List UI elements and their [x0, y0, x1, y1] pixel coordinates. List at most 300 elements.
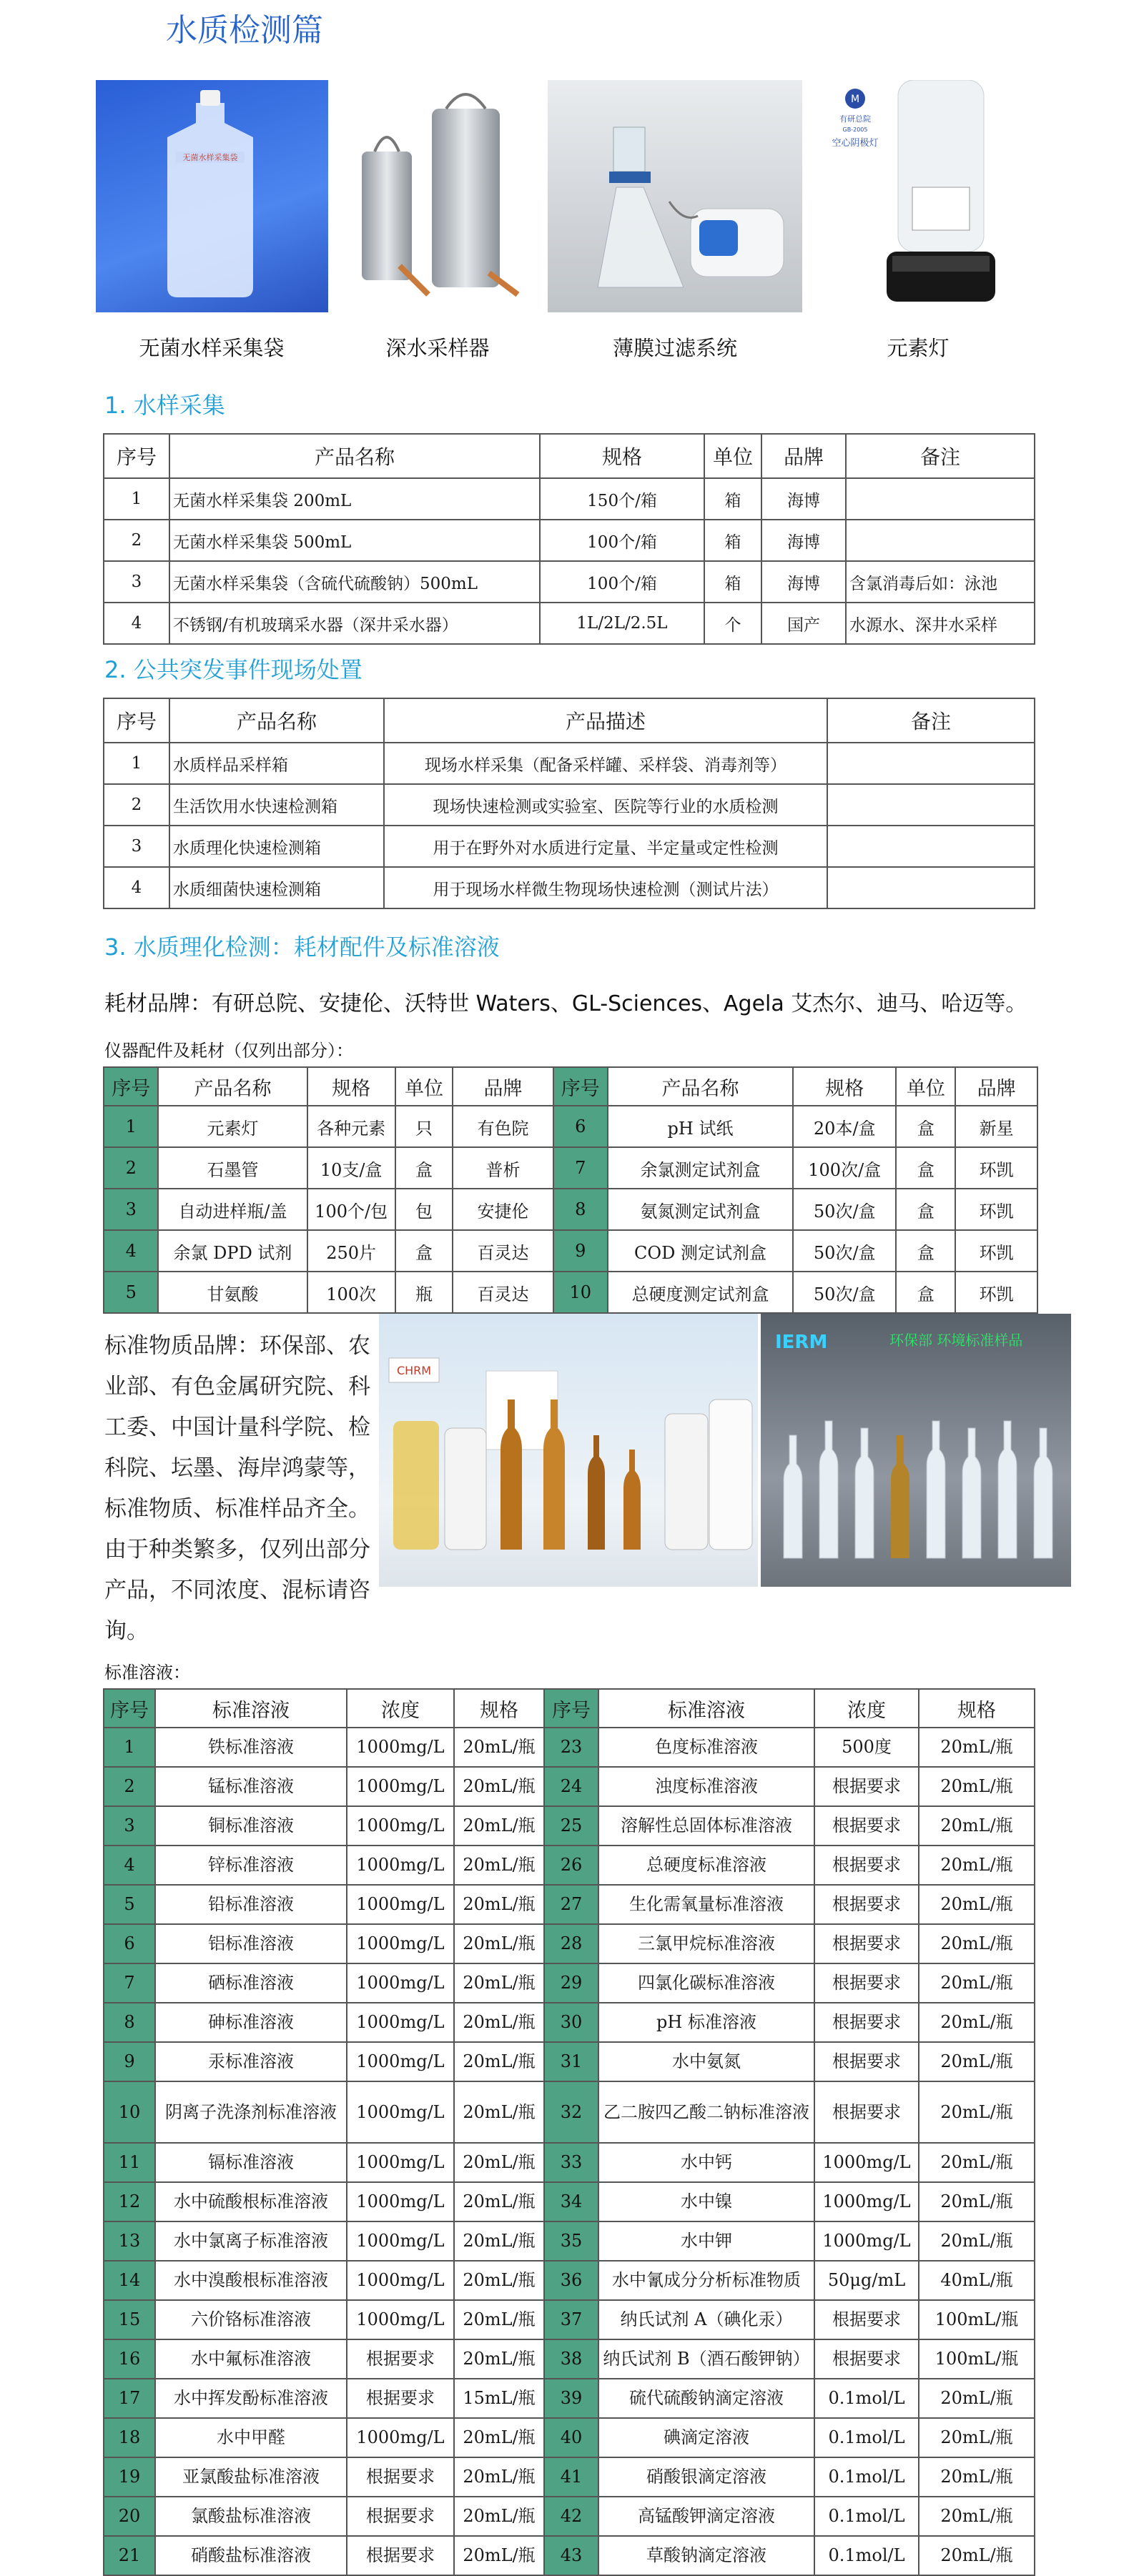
table-row [104, 603, 1035, 644]
col-header: 序号 [104, 434, 169, 478]
section-title: 3. 水质理化检测：耗材配件及标准溶液 [104, 933, 500, 961]
col-header: 规格 [454, 1689, 544, 1728]
cell: 26 [544, 1846, 598, 1885]
table-row [104, 2536, 1035, 2575]
cell: pH 标准溶液 [598, 2003, 814, 2042]
cell: 1000mg/L [347, 2221, 454, 2261]
svg-text:无菌水样采集袋: 无菌水样采集袋 [182, 153, 238, 162]
cell [827, 743, 1035, 784]
cell: 用于在野外对水质进行定量、半定量或定性检测 [384, 826, 827, 867]
cell: 31 [544, 2042, 598, 2081]
col-header: 单位 [395, 1067, 453, 1106]
cell: 根据要求 [347, 2497, 454, 2536]
cell: 100个/包 [307, 1189, 395, 1230]
cell: 1000mg/L [347, 1728, 454, 1767]
cell: 根据要求 [814, 1963, 919, 2003]
cell: 19 [104, 2457, 155, 2497]
cell: 余氯测定试剂盒 [608, 1147, 793, 1189]
cell: 20mL/瓶 [454, 2339, 544, 2379]
cell: 水中挥发酚标准溶液 [155, 2379, 347, 2418]
col-header: 单位 [896, 1067, 955, 1106]
cell: 21 [104, 2536, 155, 2575]
cell: 镉标准溶液 [155, 2143, 347, 2182]
cell: 20mL/瓶 [454, 2003, 544, 2042]
cell: 无菌水样采集袋（含硫代硫酸钠）500mL [169, 561, 540, 603]
cell: 自动进样瓶/盖 [158, 1189, 307, 1230]
table-row [104, 1806, 1035, 1846]
cell: 20mL/瓶 [919, 2497, 1035, 2536]
cell: 2 [104, 520, 169, 561]
table-row [104, 1728, 1035, 1767]
table-row [104, 826, 1035, 867]
table-row [104, 1147, 1037, 1189]
cell: 29 [544, 1963, 598, 2003]
cell: 1000mg/L [347, 2418, 454, 2457]
membrane-filter-photo [548, 80, 802, 312]
table-row [104, 2497, 1035, 2536]
cell: 20mL/瓶 [454, 2457, 544, 2497]
cell: 1L/2L/2.5L [540, 603, 704, 644]
cell: 500度 [814, 1728, 919, 1767]
cell: 甘氨酸 [158, 1272, 307, 1313]
cell: 纳氏试剂 A（碘化汞） [598, 2300, 814, 2339]
col-header: 规格 [307, 1067, 395, 1106]
cell: 国产 [761, 603, 846, 644]
cell: 铁标准溶液 [155, 1728, 347, 1767]
ierm-logo: IERM [775, 1332, 828, 1353]
col-header: 序号 [104, 1067, 158, 1106]
cell: 盒 [896, 1272, 955, 1313]
cell: 氯酸盐标准溶液 [155, 2497, 347, 2536]
table-row [104, 2143, 1035, 2182]
cell: 40mL/瓶 [919, 2261, 1035, 2300]
cell: 20mL/瓶 [919, 1924, 1035, 1963]
cell: 1 [104, 1728, 155, 1767]
cell: 箱 [704, 561, 761, 603]
env-standards-label: 环保部 环境标准样品 [889, 1332, 1023, 1349]
cell: 13 [104, 2221, 155, 2261]
cell: 水源水、深井水采样 [846, 603, 1035, 644]
col-header: 产品名称 [169, 698, 384, 743]
sample-collection-table [103, 433, 1035, 645]
cell: 水中氨氮 [598, 2042, 814, 2081]
cell: 2 [104, 1767, 155, 1806]
cell: 根据要求 [347, 2339, 454, 2379]
cell: 0.1mol/L [814, 2379, 919, 2418]
col-header: 产品描述 [384, 698, 827, 743]
cell: 20mL/瓶 [919, 2042, 1035, 2081]
section-title: 1. 水样采集 [104, 392, 225, 419]
table-row [104, 1846, 1035, 1885]
cell: 不锈钢/有机玻璃采水器（深井采水器） [169, 603, 540, 644]
table-row [104, 2042, 1035, 2081]
cell: 12 [104, 2182, 155, 2221]
emergency-table [103, 698, 1035, 909]
cell: 根据要求 [814, 1924, 919, 1963]
cell: 3 [104, 826, 169, 867]
cell: 8 [104, 2003, 155, 2042]
col-header: 序号 [544, 1689, 598, 1728]
cell: 1000mg/L [347, 2042, 454, 2081]
table-row [104, 2182, 1035, 2221]
col-header: 品牌 [453, 1067, 553, 1106]
consumable-brands [104, 986, 1027, 1017]
cell: 铝标准溶液 [155, 1924, 347, 1963]
cell: 水质细菌快速检测箱 [169, 867, 384, 908]
cell: 32 [544, 2081, 598, 2143]
parts-label: 仪器配件及耗材（仅列出部分）： [104, 1041, 353, 1061]
cell: 1 [104, 1106, 158, 1147]
cell: 20mL/瓶 [454, 2261, 544, 2300]
col-header: 序号 [104, 1689, 155, 1728]
cell: 根据要求 [814, 1846, 919, 1885]
table-row [104, 1272, 1037, 1313]
cell: 环凯 [955, 1147, 1037, 1189]
col-header: 规格 [919, 1689, 1035, 1728]
cell: 包 [395, 1189, 453, 1230]
cell: 四氯化碳标准溶液 [598, 1963, 814, 2003]
cell: 盒 [395, 1230, 453, 1272]
depth-sampler-photo [346, 80, 539, 312]
cell: 38 [544, 2339, 598, 2379]
cell: 20mL/瓶 [919, 1767, 1035, 1806]
cell: 20mL/瓶 [454, 1728, 544, 1767]
cell: 碘滴定溶液 [598, 2418, 814, 2457]
cell: 1000mg/L [347, 2261, 454, 2300]
cell: 3 [104, 1189, 158, 1230]
cell: 20mL/瓶 [919, 1806, 1035, 1846]
cell: 20mL/瓶 [919, 2182, 1035, 2221]
cell: 20mL/瓶 [454, 2497, 544, 2536]
cell: 23 [544, 1728, 598, 1767]
cell: 盒 [896, 1230, 955, 1272]
col-header: 规格 [540, 434, 704, 478]
cell: 水中甲醛 [155, 2418, 347, 2457]
cell: 1000mg/L [814, 2143, 919, 2182]
cell: 根据要求 [814, 1885, 919, 1924]
cell: 1000mg/L [814, 2182, 919, 2221]
cell: 根据要求 [814, 1806, 919, 1846]
cell: 只 [395, 1106, 453, 1147]
cell: COD 测定试剂盒 [608, 1230, 793, 1272]
cell: 1000mg/L [347, 1846, 454, 1885]
cell: 盒 [395, 1147, 453, 1189]
table-row [104, 1106, 1037, 1147]
cell: 1000mg/L [347, 2003, 454, 2042]
cell: 海博 [761, 520, 846, 561]
table-row [104, 520, 1035, 561]
cell: 14 [104, 2261, 155, 2300]
cell: 瓶 [395, 1272, 453, 1313]
cell: 16 [104, 2339, 155, 2379]
cell: 总硬度标准溶液 [598, 1846, 814, 1885]
col-header: 序号 [553, 1067, 608, 1106]
cell: 盒 [896, 1106, 955, 1147]
cell: 阴离子洗涤剂标准溶液 [155, 2081, 347, 2143]
cell: 1000mg/L [347, 1806, 454, 1846]
cell: 20mL/瓶 [919, 2418, 1035, 2457]
cell [846, 520, 1035, 561]
cell: 20mL/瓶 [454, 2300, 544, 2339]
cell: 8 [553, 1189, 608, 1230]
brands-text: 有研总院、安捷伦、沃特世 Waters、GL-Sciences、Agela 艾杰尔、迪马、哈迈等。 [212, 991, 1027, 1016]
cell: 20mL/瓶 [454, 2081, 544, 2143]
cell: 20mL/瓶 [919, 2003, 1035, 2042]
cell: 27 [544, 1885, 598, 1924]
table-header-row [104, 1689, 1035, 1728]
cell: 硒标准溶液 [155, 1963, 347, 2003]
cell: 10 [553, 1272, 608, 1313]
chrm-logo: CHRM [396, 1364, 432, 1377]
sample-bag-photo [96, 80, 328, 312]
table-row [104, 1924, 1035, 1963]
cell: 1000mg/L [347, 1963, 454, 2003]
cell: 铅标准溶液 [155, 1885, 347, 1924]
cell: 亚氯酸盐标准溶液 [155, 2457, 347, 2497]
cell: 无菌水样采集袋 200mL [169, 478, 540, 520]
parts-table [103, 1066, 1038, 1314]
cell: 20mL/瓶 [919, 1846, 1035, 1885]
cell: 20mL/瓶 [919, 2081, 1035, 2143]
table-row [104, 784, 1035, 826]
solutions-label: 标准溶液： [104, 1663, 190, 1683]
cell: 3 [104, 1806, 155, 1846]
cell: 20mL/瓶 [919, 1963, 1035, 2003]
cell: 1 [104, 478, 169, 520]
cell: 无菌水样采集袋 500mL [169, 520, 540, 561]
cell: 2 [104, 784, 169, 826]
cell: 35 [544, 2221, 598, 2261]
cell [827, 784, 1035, 826]
cell: 色度标准溶液 [598, 1728, 814, 1767]
standard-vials-photo [379, 1314, 758, 1587]
cell: 箱 [704, 478, 761, 520]
col-header: 序号 [104, 698, 169, 743]
table-row [104, 2003, 1035, 2042]
cell: 20本/盒 [793, 1106, 896, 1147]
cell: 150个/箱 [540, 478, 704, 520]
cell: 28 [544, 1924, 598, 1963]
table-row [104, 1963, 1035, 2003]
table-header-row [104, 698, 1035, 743]
cell: 20mL/瓶 [454, 2042, 544, 2081]
cell: 0.1mol/L [814, 2497, 919, 2536]
cell: 现场快速检测或实验室、医院等行业的水质检测 [384, 784, 827, 826]
cell: 盒 [896, 1189, 955, 1230]
cell: 含氯消毒后如：泳池 [846, 561, 1035, 603]
standard-brands-text: 标准物质品牌：环保部、农业部、有色金属研究院、科工委、中国计量科学院、检科院、坛墨、海岸鸿蒙等，标准物质、标准样品齐全。由于种类繁多，仅列出部分产品，不同浓度、混标请咨询。 [104, 1333, 370, 1644]
cell: 36 [544, 2261, 598, 2300]
cell: 20mL/瓶 [454, 1846, 544, 1885]
cell: 43 [544, 2536, 598, 2575]
cell: 50次/盒 [793, 1230, 896, 1272]
cell: 元素灯 [158, 1106, 307, 1147]
cell [827, 826, 1035, 867]
cell: 100个/箱 [540, 561, 704, 603]
cell: 24 [544, 1767, 598, 1806]
cell: 1 [104, 743, 169, 784]
table-row [104, 2261, 1035, 2300]
cell: 33 [544, 2143, 598, 2182]
cell: 10 [104, 2081, 155, 2143]
cell: 石墨管 [158, 1147, 307, 1189]
cell: 1000mg/L [347, 1924, 454, 1963]
cell: 15mL/瓶 [454, 2379, 544, 2418]
product-caption: 薄膜过滤系统 [612, 336, 737, 360]
cell: 25 [544, 1806, 598, 1846]
cell: 30 [544, 2003, 598, 2042]
cell: 50μg/mL [814, 2261, 919, 2300]
cell: 41 [544, 2457, 598, 2497]
col-header: 产品名称 [158, 1067, 307, 1106]
cell: 水中氰成分分析标准物质 [598, 2261, 814, 2300]
cell: 1000mg/L [347, 2300, 454, 2339]
cell: 环凯 [955, 1230, 1037, 1272]
cell: 20mL/瓶 [454, 2536, 544, 2575]
table-row [104, 561, 1035, 603]
svg-text:M: M [850, 94, 860, 105]
table-row [104, 867, 1035, 908]
cell: 1000mg/L [814, 2221, 919, 2261]
col-header: 浓度 [814, 1689, 919, 1728]
cell: 纳氏试剂 B（酒石酸钾钠） [598, 2339, 814, 2379]
cell: 水中镍 [598, 2182, 814, 2221]
cell: 根据要求 [814, 2339, 919, 2379]
cell: 锌标准溶液 [155, 1846, 347, 1885]
cell: 根据要求 [814, 2003, 919, 2042]
cell: 20mL/瓶 [919, 2536, 1035, 2575]
cell: 水中溴酸根标准溶液 [155, 2261, 347, 2300]
cell: 砷标准溶液 [155, 2003, 347, 2042]
cell: 9 [104, 2042, 155, 2081]
cell: 15 [104, 2300, 155, 2339]
cell: 硝酸银滴定溶液 [598, 2457, 814, 2497]
cell: 1000mg/L [347, 1767, 454, 1806]
cell: 20mL/瓶 [454, 2221, 544, 2261]
cell: 乙二胺四乙酸二钠标准溶液 [598, 2081, 814, 2143]
cell: 20mL/瓶 [454, 2418, 544, 2457]
col-header: 标准溶液 [155, 1689, 347, 1728]
cell: 20mL/瓶 [919, 2143, 1035, 2182]
cell: 4 [104, 867, 169, 908]
cell: 20mL/瓶 [919, 2221, 1035, 2261]
table-row [104, 2418, 1035, 2457]
cell: 六价铬标准溶液 [155, 2300, 347, 2339]
cell: 6 [553, 1106, 608, 1147]
table-row [104, 2081, 1035, 2143]
cell: 37 [544, 2300, 598, 2339]
cell: 20 [104, 2497, 155, 2536]
lamp-brand-sub: GB-2005 [842, 127, 868, 133]
col-header: 备注 [827, 698, 1035, 743]
cell: 5 [104, 1272, 158, 1313]
cell: 海博 [761, 561, 846, 603]
lamp-brand-text: 有研总院 [839, 114, 871, 124]
cell: 1000mg/L [347, 2143, 454, 2182]
cell: 百灵达 [453, 1230, 553, 1272]
lamp-title: 空心阴极灯 [832, 138, 879, 149]
cell: 生活饮用水快速检测箱 [169, 784, 384, 826]
cell: 普析 [453, 1147, 553, 1189]
element-lamp-photo [812, 80, 1027, 312]
product-caption: 元素灯 [887, 336, 950, 360]
table-row [104, 478, 1035, 520]
cell [846, 478, 1035, 520]
cell: 铜标准溶液 [155, 1806, 347, 1846]
cell: 50次/盒 [793, 1272, 896, 1313]
cell: 42 [544, 2497, 598, 2536]
cell: 34 [544, 2182, 598, 2221]
cell: 20mL/瓶 [919, 1885, 1035, 1924]
cell: 100个/箱 [540, 520, 704, 561]
cell: 18 [104, 2418, 155, 2457]
cell: 100mL/瓶 [919, 2300, 1035, 2339]
product-caption: 无菌水样采集袋 [139, 336, 285, 360]
table-row [104, 1767, 1035, 1806]
cell: 40 [544, 2418, 598, 2457]
cell: 50次/盒 [793, 1189, 896, 1230]
cell: 20mL/瓶 [919, 1728, 1035, 1767]
cell: 根据要求 [347, 2536, 454, 2575]
cell: 草酸钠滴定溶液 [598, 2536, 814, 2575]
brands-label: 耗材品牌： [104, 991, 212, 1016]
cell: 环凯 [955, 1272, 1037, 1313]
cell: 氨氮测定试剂盒 [608, 1189, 793, 1230]
cell: 17 [104, 2379, 155, 2418]
table-row [104, 1189, 1037, 1230]
table-header-row [104, 1067, 1037, 1106]
cell: 汞标准溶液 [155, 2042, 347, 2081]
cell: 根据要求 [347, 2379, 454, 2418]
cell: 高锰酸钾滴定溶液 [598, 2497, 814, 2536]
cell: 0.1mol/L [814, 2536, 919, 2575]
cell [827, 867, 1035, 908]
cell: 箱 [704, 520, 761, 561]
cell: 水中硫酸根标准溶液 [155, 2182, 347, 2221]
cell: pH 试纸 [608, 1106, 793, 1147]
cell: 9 [553, 1230, 608, 1272]
cell: 用于现场水样微生物现场快速检测（测试片法） [384, 867, 827, 908]
cell: 20mL/瓶 [454, 2143, 544, 2182]
cell: 20mL/瓶 [919, 2379, 1035, 2418]
cell: 硫代硫酸钠滴定溶液 [598, 2379, 814, 2418]
cell: 100次/盒 [793, 1147, 896, 1189]
cell: 根据要求 [814, 2300, 919, 2339]
cell: 根据要求 [814, 2081, 919, 2143]
table-row [104, 2300, 1035, 2339]
cell: 总硬度测定试剂盒 [608, 1272, 793, 1313]
cell: 根据要求 [814, 1767, 919, 1806]
solutions-body [104, 1728, 1035, 2575]
cell: 溶解性总固体标准溶液 [598, 1806, 814, 1846]
table-row [104, 743, 1035, 784]
cell: 生化需氧量标准溶液 [598, 1885, 814, 1924]
table-row [104, 2379, 1035, 2418]
cell: 根据要求 [814, 2042, 919, 2081]
cell: 浊度标准溶液 [598, 1767, 814, 1806]
cell: 三氯甲烷标准溶液 [598, 1924, 814, 1963]
cell: 海博 [761, 478, 846, 520]
environmental-standards-photo [761, 1314, 1071, 1587]
cell: 4 [104, 1846, 155, 1885]
cell: 20mL/瓶 [454, 1885, 544, 1924]
cell: 7 [104, 1963, 155, 2003]
cell: 水中氟标准溶液 [155, 2339, 347, 2379]
cell: 百灵达 [453, 1272, 553, 1313]
cell: 硝酸盐标准溶液 [155, 2536, 347, 2575]
cell: 1000mg/L [347, 1885, 454, 1924]
cell: 20mL/瓶 [454, 2182, 544, 2221]
